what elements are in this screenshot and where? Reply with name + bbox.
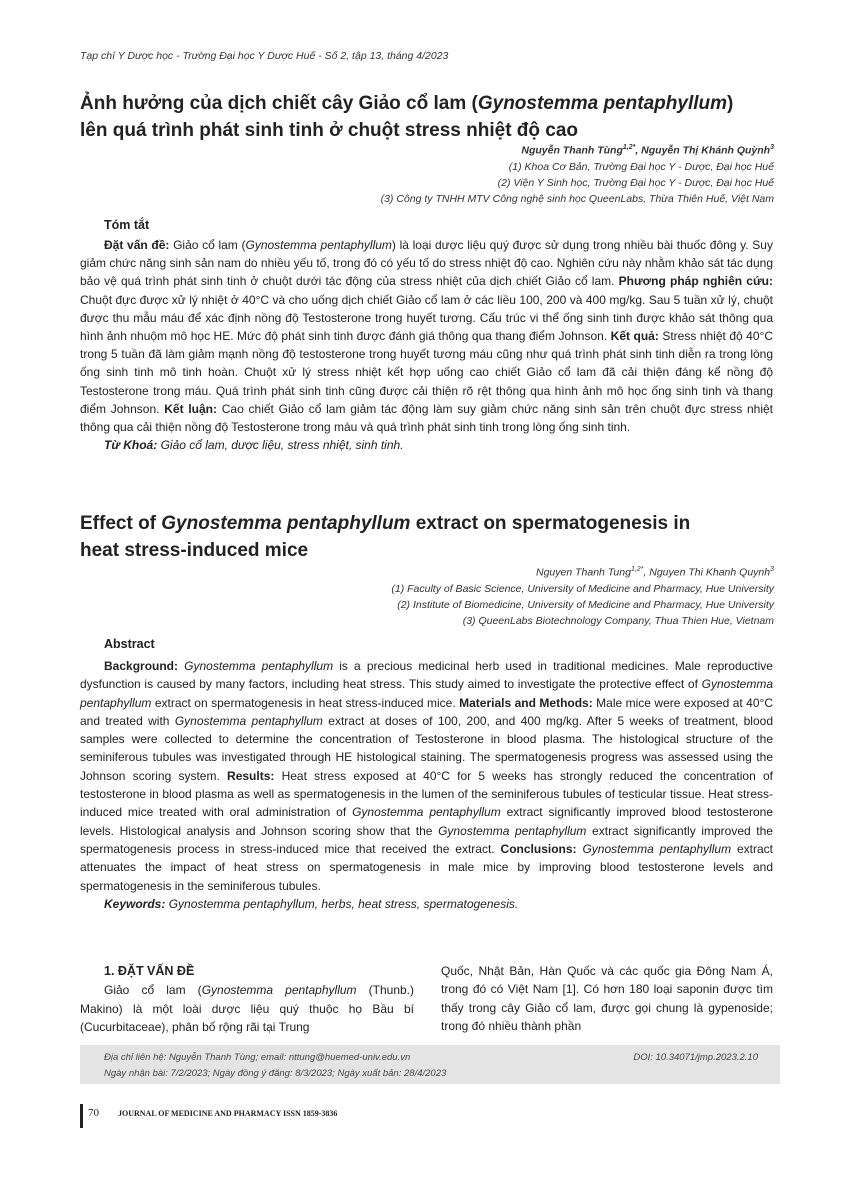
en-results-label: Results: bbox=[227, 768, 275, 783]
vn-authors-block bbox=[174, 140, 774, 207]
en-keywords-text: Gynostemma pentaphyllum, herbs, heat stress, spermatogenesis. bbox=[165, 896, 519, 911]
en-conclusion-species: Gynostemma pentaphyllum bbox=[582, 841, 732, 856]
body-left-column bbox=[80, 962, 414, 1036]
summary-label: Tóm tắt bbox=[104, 218, 150, 232]
journal-footer: JOURNAL OF MEDICINE AND PHARMACY ISSN 1859-3836 bbox=[118, 1109, 338, 1118]
en-title-line2: heat stress-induced mice bbox=[80, 540, 309, 561]
english-abstract bbox=[80, 657, 773, 913]
en-methods-label: Materials and Methods: bbox=[459, 695, 593, 710]
page-number: 70 bbox=[88, 1107, 99, 1119]
body-left-paragraph bbox=[80, 981, 414, 1036]
vn-conclusion-text: Cao chiết Giảo cổ lam giảm tác động làm suy giảm chức năng sinh sản trên chuột đực stress nhiệt thông qua cải thiện nồng độ Testosterone trong máu và quá trình phát sinh tinh trong lòng ống sinh tinh. bbox=[80, 401, 774, 435]
vn-author-1-sup: 1,2* bbox=[622, 144, 636, 151]
en-title-pre: Effect of bbox=[80, 513, 162, 534]
vn-author-2: , Nguyễn Thị Khánh Quỳnh bbox=[635, 144, 771, 157]
vn-background-text-1: Giảo cổ lam ( bbox=[169, 238, 246, 252]
en-background-species-2: Gynostemma pentaphyllum bbox=[80, 677, 773, 710]
vn-keywords-label: Từ Khoá: bbox=[104, 438, 158, 453]
en-background-label: Background: bbox=[104, 659, 179, 673]
vn-methods-text: Chuột đực được xử lý nhiệt ở 40°C và cho uống dịch chiết Giảo cổ lam ở các liều 100, 200 và 400 mg/kg. Sau 5 tuần xử lý, chuột được thu mẫu máu để xác định nồng độ Testosterone trong huyết tương. Cấu trúc vi thể ống sinh tinh được khảo sát thông qua hình ảnh nhuộm mô học HE. Mức độ phát sinh tinh được đánh giá thông qua thang điểm Johnson. bbox=[80, 292, 773, 344]
vietnamese-abstract bbox=[80, 236, 773, 454]
en-abstract-paragraph bbox=[80, 657, 773, 895]
en-results-text-2: extract significantly improved blood testosterone levels. Histological analysis and Johnson scoring show that the bbox=[80, 805, 773, 838]
vn-author-1: Nguyễn Thanh Tùng bbox=[521, 144, 623, 157]
en-results-text-1: Heat stress exposed at 40°C for 5 weeks has strongly reduced the concentration of testosterone in blood plasma as well as spermatogenesis in the lumen of the seminiferous tubules of testicular tissue. Heat stress-induced mice treated with oral administration of bbox=[80, 768, 773, 820]
contact-info-box bbox=[80, 1045, 780, 1084]
en-methods-species: Gynostemma pentaphyllum bbox=[174, 713, 323, 728]
vn-title-post: ) bbox=[727, 93, 734, 114]
en-affiliation-1: (1) Faculty of Basic Science, University of Medicine and Pharmacy, Hue University bbox=[391, 582, 774, 595]
en-author-2-sup: 3 bbox=[770, 566, 774, 573]
contact-address: Địa chỉ liên hệ: Nguyễn Thanh Tùng; email: nttung@huemed-univ.edu.vn bbox=[104, 1052, 411, 1063]
body-left-text-2: (Thunb.) Makino) là một loài dược liệu quý thuộc họ Bầu bí (Cucurbitaceae), phân bố rộng rãi tại Trung bbox=[80, 983, 414, 1034]
en-title-species: Gynostemma pentaphyllum bbox=[161, 513, 411, 534]
journal-header: Tạp chí Y Dược học - Trường Đại học Y Dược Huế - Số 2, tập 13, tháng 4/2023 bbox=[80, 50, 449, 62]
vn-title-line2: lên quá trình phát sinh tinh ở chuột stress nhiệt độ cao bbox=[80, 120, 579, 141]
footer-divider bbox=[80, 1104, 83, 1128]
body-left-species: Gynostemma pentaphyllum bbox=[201, 983, 357, 998]
doi: DOI: 10.34071/jmp.2023.2.10 bbox=[633, 1052, 758, 1063]
en-author-1-sup: 1,2* bbox=[630, 566, 644, 573]
vn-results-text: Stress nhiệt độ 40°C trong 5 tuần đã làm giảm mạnh nồng độ testosterone trong huyết tương máu cũng như quá trình phát sinh tinh diễn ra trong lòng ống sinh tinh mô tinh hoàn. Chuột xử lý stress nhiệt kết hợp uống cao chiết Giảo cổ lam đã cải thiện đáng kể nồng độ Testosterone trong máu. Quá trình phát sinh tinh cũng được cải thiện rõ rệt thông qua hình ảnh mô học ống sinh tinh và thang điểm Johnson. bbox=[80, 329, 773, 416]
vn-title-species: Gynostemma pentaphyllum bbox=[477, 93, 728, 114]
en-results-text-3: extract significantly improved the spermatogenesis process in stress-induced mice that received the extract. bbox=[80, 823, 773, 856]
abstract-label: Abstract bbox=[104, 637, 155, 651]
en-conclusion-label: Conclusions: bbox=[500, 841, 577, 856]
en-background-text-2: extract on spermatogenesis in heat stress-induced mice. bbox=[151, 695, 456, 710]
vn-author-names bbox=[174, 140, 774, 159]
en-results-species-2: Gynostemma pentaphyllum bbox=[438, 823, 587, 838]
vn-abstract-paragraph bbox=[80, 236, 773, 436]
vn-methods-label: Phương pháp nghiên cứu: bbox=[618, 274, 773, 289]
vn-author-2-sup: 3 bbox=[770, 144, 774, 151]
submission-dates: Ngày nhận bài: 7/2/2023; Ngày đồng ý đăng: 8/3/2023; Ngày xuất bản: 28/4/2023 bbox=[104, 1068, 447, 1079]
english-title bbox=[80, 510, 780, 564]
vietnamese-title bbox=[80, 90, 790, 144]
vn-background-species: Gynostemma pentaphyllum bbox=[245, 238, 392, 252]
en-affiliation-3: (3) QueenLabs Biotechnology Company, Thua Thien Hue, Vietnam bbox=[462, 614, 774, 627]
body-right-paragraph: Quốc, Nhật Bản, Hàn Quốc và các quốc gia Đông Nam Á, trong đó có Việt Nam [1]. Có hơn 180 loại saponin được tìm thấy trong cây Giảo cổ lam, được gọi chung là gypenoside; trong đó nhiều thành phần bbox=[441, 964, 773, 1033]
vn-affiliation-3: (3) Công ty TNHH MTV Công nghệ sinh học QueenLabs, Thừa Thiên Huế, Việt Nam bbox=[380, 192, 774, 205]
vn-keywords-text: Giảo cổ lam, dược liệu, stress nhiệt, sinh tinh. bbox=[157, 438, 404, 453]
vn-results-label: Kết quả: bbox=[610, 329, 659, 344]
vn-affiliation-2: (2) Viện Y Sinh học, Trường Đại học Y - Dược, Đại học Huế bbox=[497, 176, 774, 189]
vn-conclusion-label: Kết luận: bbox=[164, 401, 217, 416]
en-authors-block bbox=[174, 562, 774, 629]
en-author-1: Nguyen Thanh Tung bbox=[536, 566, 631, 579]
body-right-column bbox=[441, 962, 773, 1035]
vn-title-pre: Ảnh hưởng của dịch chiết cây Giảo cổ lam ( bbox=[80, 93, 478, 114]
en-results-species: Gynostemma pentaphyllum bbox=[352, 805, 501, 820]
en-keywords-label: Keywords: bbox=[104, 896, 166, 911]
section-heading-intro: 1. ĐẶT VẤN ĐỀ bbox=[104, 964, 195, 978]
en-author-names bbox=[174, 562, 774, 581]
vn-keywords bbox=[80, 436, 773, 454]
en-methods-text-2: extract at doses of 100, 200, and 400 mg/kg. After 5 weeks of treatment, blood samples were collected to determine the concentration of Testosterone in blood plasma. The histological structure of the seminiferous tubules was investigated through HE histological staining. The spermatogenesis progress was assessed using the Johnson scoring system. bbox=[80, 713, 773, 783]
en-methods-text-1: Male mice were exposed at 40°C and treated with bbox=[80, 695, 773, 728]
vn-affiliation-1: (1) Khoa Cơ Bản, Trường Đại học Y - Dược, Đại học Huế bbox=[508, 160, 774, 173]
en-conclusion-text: extract attenuates the impact of heat stress on spermatogenesis in male mice by improving blood testosterone levels and spermatogenesis in the seminiferous tubules. bbox=[80, 841, 773, 893]
vn-background-text-2: ) là loại dược liệu quý được sử dụng trong nhiều bài thuốc đông y. Suy giảm chức năng sinh sản nam do nhiều yếu tố, trong đó có yếu tố do stress nhiệt độ cao. Nghiên cứu này nhằm khảo sát tác dụng bảo vệ quá trình phát sinh tinh ở chuột dưới tác động của stress nhiệt của dịch chiết Giảo cổ lam. bbox=[80, 238, 773, 289]
vn-background-label: Đặt vấn đề: bbox=[104, 238, 170, 252]
en-author-2: , Nguyen Thi Khanh Quynh bbox=[643, 566, 771, 579]
en-affiliation-2: (2) Institute of Biomedicine, University of Medicine and Pharmacy, Hue University bbox=[397, 598, 774, 611]
body-left-text-1: Giảo cổ lam ( bbox=[104, 983, 202, 998]
en-keywords bbox=[80, 895, 773, 913]
en-title-post: extract on spermatogenesis in bbox=[410, 513, 691, 534]
en-background-text-1: is a precious medicinal herb used in traditional medicines. Male reproductive dysfunction is caused by many factors, including heat stress. This study aimed to investigate the protective effect of bbox=[80, 659, 773, 692]
en-background-species: Gynostemma pentaphyllum bbox=[184, 659, 334, 673]
